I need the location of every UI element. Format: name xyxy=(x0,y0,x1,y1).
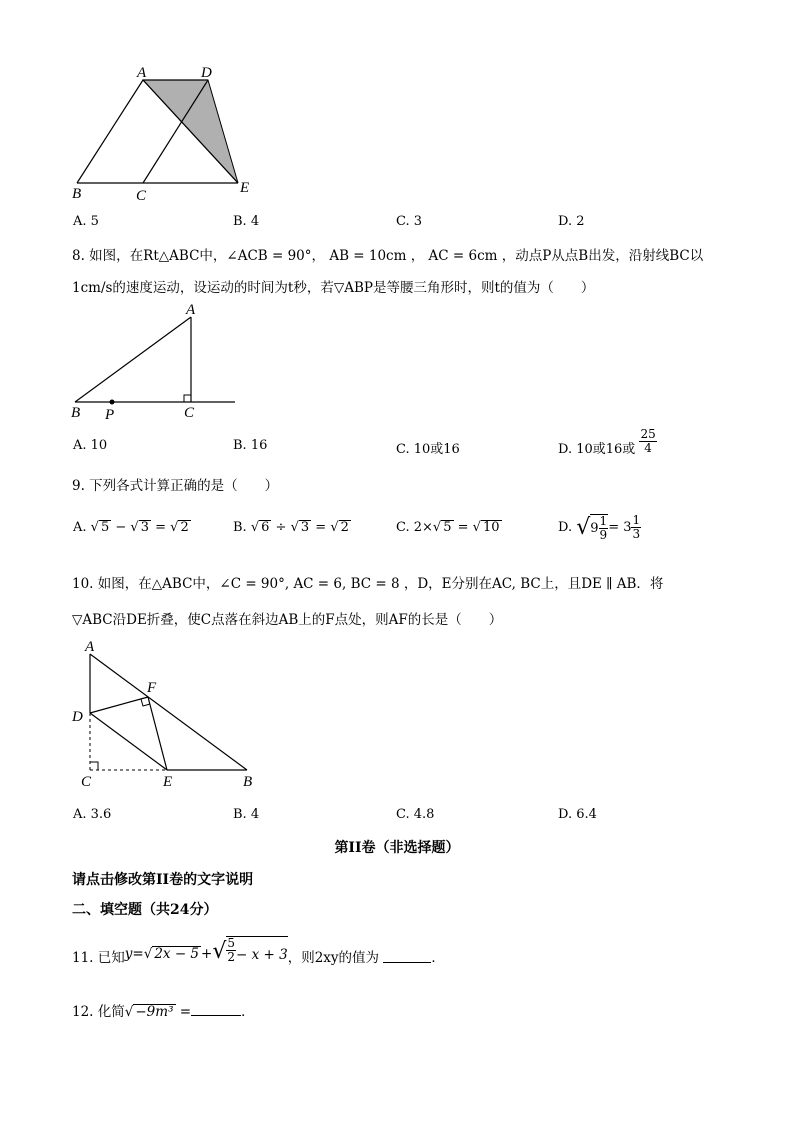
radicand: 5 xyxy=(100,520,110,535)
segment-ba xyxy=(75,317,191,402)
radicand: 2 xyxy=(180,520,189,535)
radicand: 6 xyxy=(261,520,270,535)
label-e: E xyxy=(163,774,173,790)
q10-option-a[interactable]: A. 3.6 xyxy=(73,807,112,822)
figure-q10 xyxy=(65,636,275,796)
point-p xyxy=(110,400,115,405)
fraction-numerator: 1 xyxy=(632,513,641,527)
q9-stem: 9. 下列各式计算正确的是（ ） xyxy=(72,478,279,494)
q8-option-d[interactable] xyxy=(558,428,657,457)
mixed-whole: 9 xyxy=(590,521,599,536)
segment-ab xyxy=(90,654,247,770)
q11-suffix: ，则2xy的值为 xyxy=(287,950,380,966)
operator: − xyxy=(111,520,131,535)
q10-stem-line2: ▽ABC沿DE折叠，使C点落在斜边AB上的F点处，则AF的长是（ ） xyxy=(72,612,503,628)
q9-option-d[interactable]: D. √9 $\frac{1}{9}$ = 3 $\frac{1}{3}$ xyxy=(558,513,641,542)
q12: 12. 化简√ −9m³ = ． xyxy=(72,1000,255,1020)
segment-fe xyxy=(148,697,167,770)
figure-q7 xyxy=(60,60,270,205)
q7-option-d[interactable]: D. 2 xyxy=(558,214,585,229)
q9-option-b[interactable]: B. √ 6 ÷ √ 3 = √ 2 xyxy=(233,520,349,535)
q11-end: ． xyxy=(431,950,445,966)
section-title: 第II卷（非选择题） xyxy=(334,840,460,856)
q7-option-c[interactable]: C. 3 xyxy=(396,214,423,229)
radicand-2-tail: − x + 3 xyxy=(236,947,288,963)
fraction-numerator: 1 xyxy=(599,514,608,528)
q8-stem-line2: 1cm/s的速度运动，设运动的时间为t秒，若▽ABP是等腰三角形时，则t的值为（ ） xyxy=(72,280,595,296)
mixed-fraction xyxy=(599,515,609,541)
q9-option-a[interactable]: A. √ 5 − √ 3 = √ 2 xyxy=(73,520,189,535)
equals: = xyxy=(311,520,331,535)
q12-answer-blank[interactable] xyxy=(191,1001,241,1016)
option-label: B. xyxy=(233,520,247,535)
fraction-denominator: 2 xyxy=(227,949,235,964)
q8-option-d-text: D. 10或16或 xyxy=(558,442,636,457)
label-c: C xyxy=(136,188,147,204)
section-note[interactable]: 请点击修改第II卷的文字说明 xyxy=(72,872,254,888)
segment-ab xyxy=(77,80,143,183)
q12-end: ． xyxy=(241,1004,255,1020)
equals: = xyxy=(453,520,473,535)
label-e: E xyxy=(240,180,250,196)
fraction-denominator: 3 xyxy=(632,526,641,541)
q12-prefix: 12. 化简 xyxy=(72,1004,125,1020)
q10-option-c[interactable]: C. 4.8 xyxy=(396,807,435,822)
right-angle-mark-c xyxy=(90,762,98,770)
equals: = xyxy=(150,520,171,535)
q8-option-a[interactable]: A. 10 xyxy=(73,438,108,453)
plus: + xyxy=(201,946,213,962)
segment-df xyxy=(90,697,148,713)
q8-option-b[interactable]: B. 16 xyxy=(233,438,268,453)
operator: ÷ xyxy=(271,520,291,535)
option-label: D. xyxy=(558,520,573,535)
label-c: C xyxy=(184,405,195,421)
fraction-numerator: 5 xyxy=(227,936,235,950)
equals: = xyxy=(175,1004,192,1020)
q8-option-d-fraction xyxy=(639,428,656,454)
q11: 11. 已知y=√ 2x − 5+√ $\frac{5}{2}$ − x + 3，则2xy的值为 ． xyxy=(72,936,445,966)
radicand-1: 2x − 5 xyxy=(154,946,200,962)
label-a: A xyxy=(137,65,147,81)
figure-q8 xyxy=(60,300,250,425)
q10-stem-line1: 10. 如图，在△ABC中，∠C = 90°, AC = 6, BC = 8 ，D，E分别在AC, BC上，且DE ∥ AB．将 xyxy=(72,576,664,592)
q9-option-c[interactable]: C. 2×√ 5 = √ 10 xyxy=(396,520,500,535)
label-d: D xyxy=(201,65,212,81)
right-angle-mark xyxy=(184,395,191,402)
result-fraction xyxy=(631,514,641,540)
label-b: B xyxy=(72,186,82,202)
q7-option-b[interactable]: B. 4 xyxy=(233,214,260,229)
variable-y: y xyxy=(124,946,133,962)
radicand: 10 xyxy=(482,520,500,535)
radicand: 5 xyxy=(443,520,452,535)
q8-option-c[interactable]: C. 10或16 xyxy=(396,442,460,457)
radicand: 2 xyxy=(340,520,349,535)
q8-stem-line1: 8. 如图，在Rt△ABC中，∠ACB = 90°， AB = 10cm ， AC = 6cm ，动点P从点B出发，沿射线BC以 xyxy=(72,248,704,264)
label-c: C xyxy=(81,774,92,790)
equals: = xyxy=(132,946,144,962)
q7-option-a[interactable]: A. 5 xyxy=(73,214,99,229)
segment-de xyxy=(90,713,167,770)
label-p: P xyxy=(105,407,115,423)
q10-option-d[interactable]: D. 6.4 xyxy=(558,807,597,822)
label-a: A xyxy=(85,639,95,655)
label-d: D xyxy=(72,709,83,725)
label-b: B xyxy=(71,405,81,421)
radicand: 3 xyxy=(300,520,310,535)
q11-answer-blank[interactable] xyxy=(383,946,431,963)
q11-fraction xyxy=(226,937,236,963)
q11-prefix: 11. 已知 xyxy=(72,950,125,966)
label-f: F xyxy=(147,680,157,696)
section-header: 二、填空题（共24分） xyxy=(72,902,218,918)
fraction-denominator: 4 xyxy=(644,440,652,455)
q10-option-b[interactable]: B. 4 xyxy=(233,807,260,822)
fraction-numerator: 25 xyxy=(640,427,656,441)
fraction-denominator: 9 xyxy=(599,527,608,542)
equals: = 3 xyxy=(608,520,632,535)
q12-radicand: −9m³ xyxy=(135,1004,174,1020)
label-b: B xyxy=(243,774,253,790)
label-a: A xyxy=(186,302,196,318)
radicand: 3 xyxy=(140,520,149,535)
option-label: C. 2× xyxy=(396,520,433,535)
option-label: A. xyxy=(73,520,87,535)
